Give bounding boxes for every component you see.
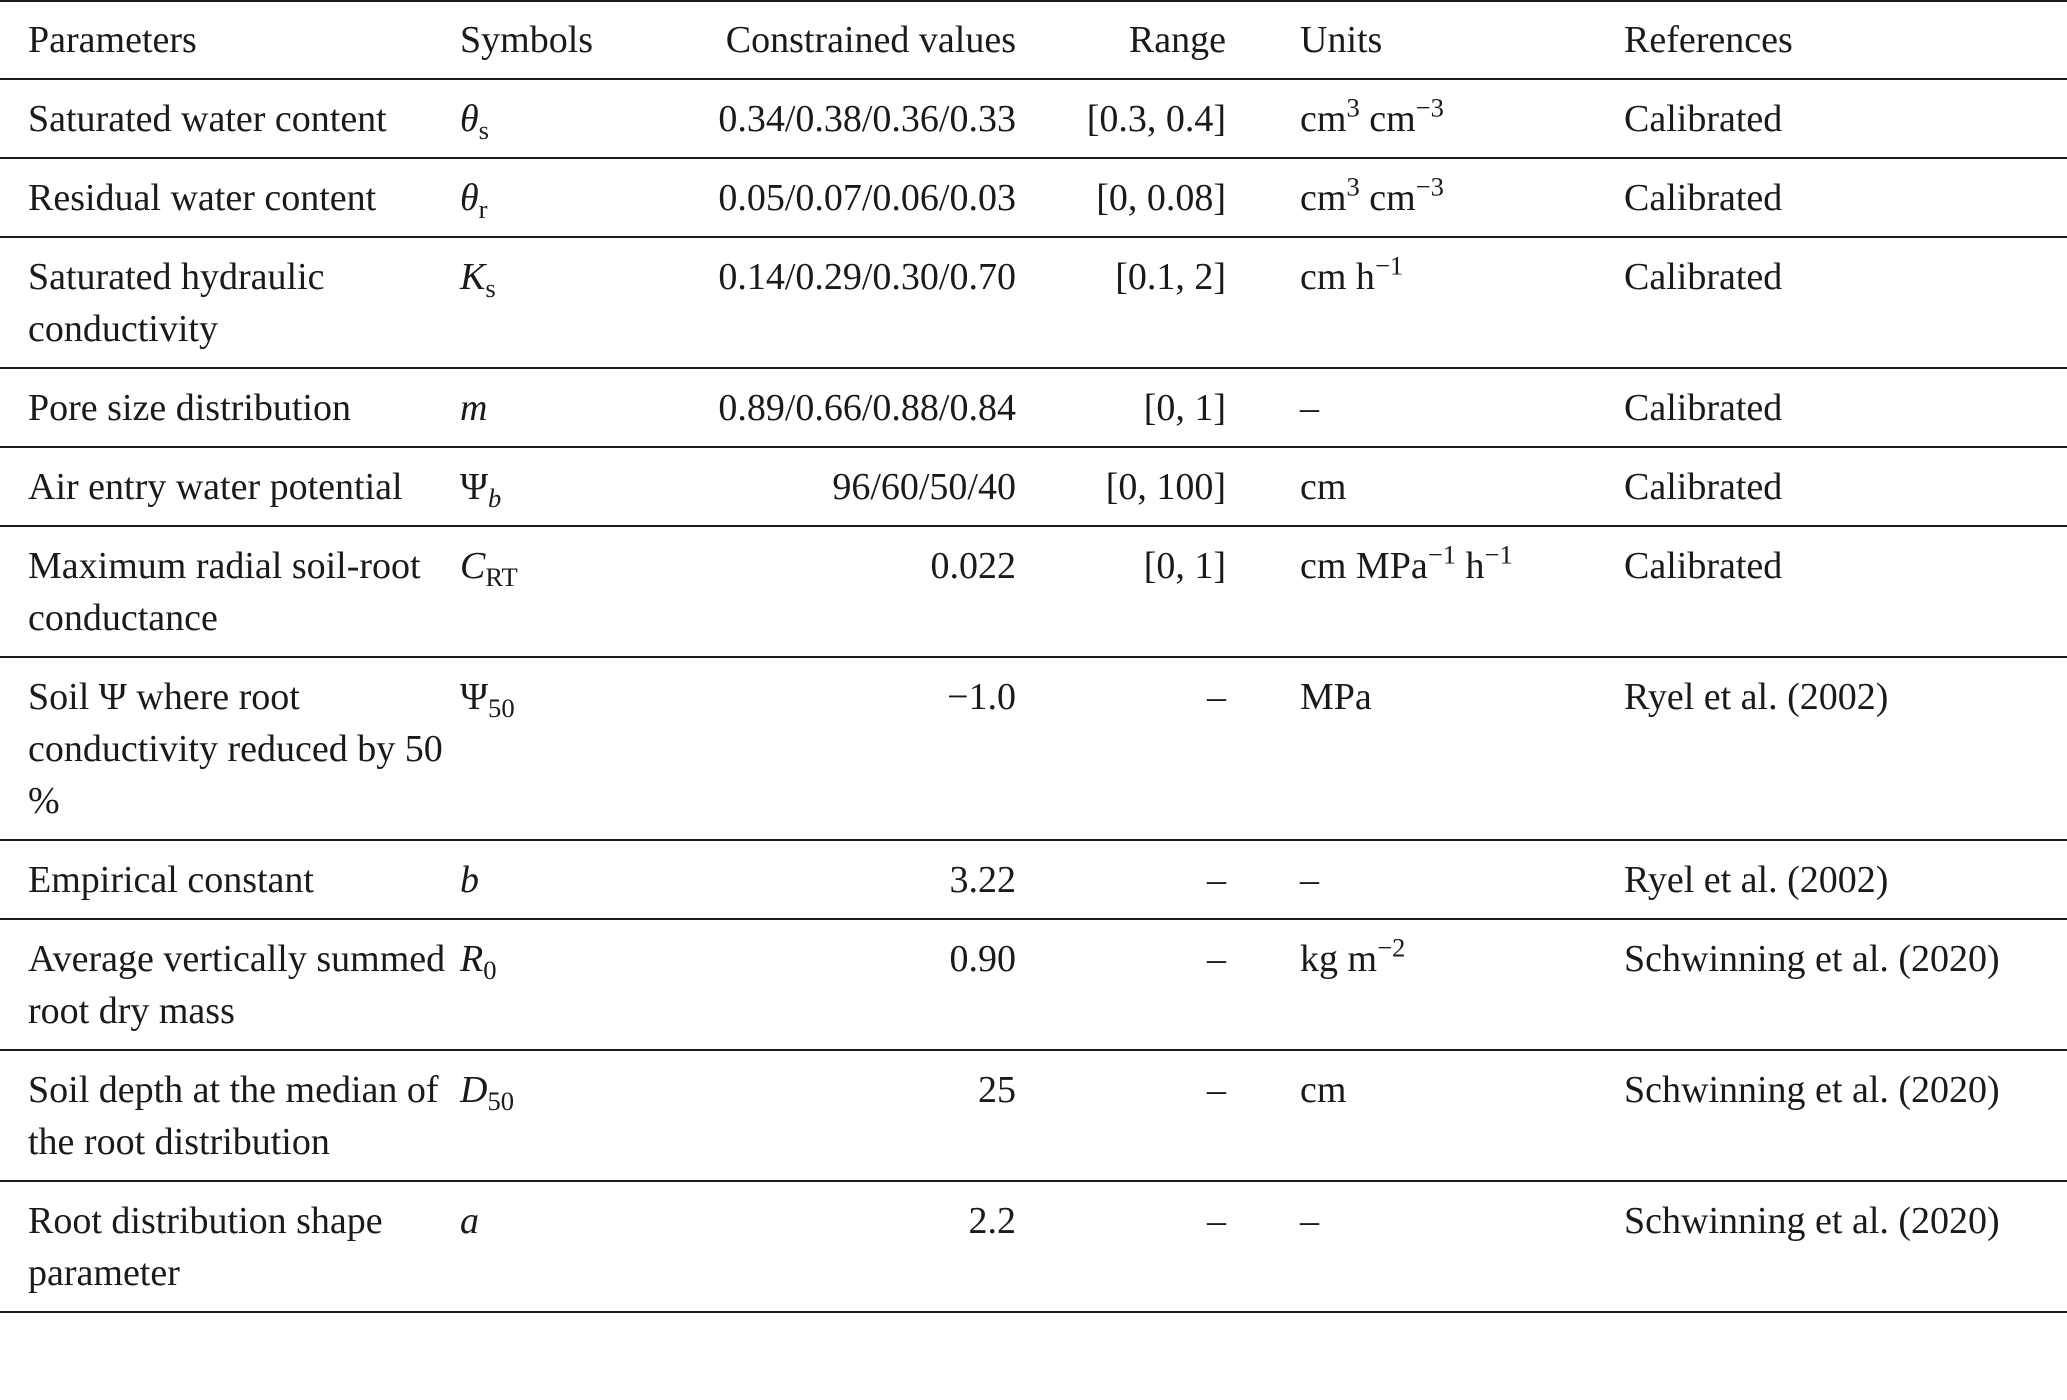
cell-constrained-value: 3.22 (628, 840, 1034, 919)
symbol-base: Ψ (460, 676, 489, 718)
unit-text: cm (1300, 1069, 1347, 1111)
cell-reference: Schwinning et al. (2020) (1574, 1181, 2067, 1312)
cell-constrained-value: −1.0 (628, 657, 1034, 840)
cell-reference: Calibrated (1574, 237, 2067, 368)
cell-symbol (460, 237, 628, 368)
symbol-subscript: 50 (488, 692, 515, 723)
table-row (0, 447, 2067, 526)
unit-text: h (1456, 545, 1485, 587)
cell-range: [0, 1] (1034, 368, 1244, 447)
cell-parameter: Saturated water content (0, 79, 460, 158)
unit-text: cm (1359, 177, 1416, 219)
cell-range: – (1034, 840, 1244, 919)
symbol-base: R (460, 938, 484, 980)
cell-parameter: Saturated hydraulic conductivity (0, 237, 460, 368)
table-row (0, 840, 2067, 919)
cell-constrained-value: 0.022 (628, 526, 1034, 657)
cell-reference: Schwinning et al. (2020) (1574, 1050, 2067, 1181)
cell-symbol (460, 526, 628, 657)
cell-reference: Calibrated (1574, 158, 2067, 237)
cell-constrained-value: 2.2 (628, 1181, 1034, 1312)
table-row (0, 368, 2067, 447)
table-row (0, 1181, 2067, 1312)
cell-symbol (460, 657, 628, 840)
cell-parameter: Air entry water potential (0, 447, 460, 526)
unit-exponent: −3 (1415, 92, 1444, 123)
cell-units (1244, 79, 1574, 158)
cell-units (1244, 657, 1574, 840)
unit-exponent: −3 (1415, 171, 1444, 202)
cell-reference: Calibrated (1574, 447, 2067, 526)
cell-symbol (460, 840, 628, 919)
cell-range: [0.3, 0.4] (1034, 79, 1244, 158)
cell-units (1244, 447, 1574, 526)
unit-text: cm MPa (1300, 545, 1428, 587)
cell-range: – (1034, 1050, 1244, 1181)
unit-exponent: −1 (1374, 250, 1404, 281)
unit-exponent: −1 (1484, 539, 1513, 570)
symbol-subscript: s (485, 272, 496, 303)
table-row (0, 526, 2067, 657)
symbol-base: Ψ (460, 466, 489, 508)
cell-constrained-value: 0.90 (628, 919, 1034, 1050)
cell-range: – (1034, 657, 1244, 840)
cell-parameter: Pore size distribution (0, 368, 460, 447)
cell-units (1244, 1181, 1574, 1312)
unit-text: cm (1300, 177, 1347, 219)
unit-exponent: 3 (1346, 92, 1360, 123)
cell-units (1244, 840, 1574, 919)
cell-range: [0.1, 2] (1034, 237, 1244, 368)
symbol-subscript: 50 (487, 1085, 515, 1116)
cell-units (1244, 237, 1574, 368)
cell-symbol (460, 919, 628, 1050)
symbol-subscript: b (488, 482, 502, 513)
cell-reference: Calibrated (1574, 368, 2067, 447)
cell-range: [0, 100] (1034, 447, 1244, 526)
cell-range: [0, 0.08] (1034, 158, 1244, 237)
cell-units (1244, 368, 1574, 447)
cell-parameter: Average vertically summed root dry mass (0, 919, 460, 1050)
cell-reference: Ryel et al. (2002) (1574, 657, 2067, 840)
cell-parameter: Empirical constant (0, 840, 460, 919)
unit-text: – (1300, 1200, 1319, 1242)
cell-symbol (460, 79, 628, 158)
cell-units (1244, 1050, 1574, 1181)
cell-symbol (460, 1181, 628, 1312)
cell-constrained-value: 96/60/50/40 (628, 447, 1034, 526)
cell-constrained-value: 0.14/0.29/0.30/0.70 (628, 237, 1034, 368)
symbol-base: θ (460, 98, 479, 140)
unit-text: cm (1300, 98, 1347, 140)
symbol-base: D (460, 1069, 488, 1111)
cell-reference: Calibrated (1574, 526, 2067, 657)
cell-units (1244, 158, 1574, 237)
cell-range: – (1034, 1181, 1244, 1312)
cell-symbol (460, 1050, 628, 1181)
table-row (0, 158, 2067, 237)
cell-reference: Schwinning et al. (2020) (1574, 919, 2067, 1050)
cell-range: [0, 1] (1034, 526, 1244, 657)
cell-parameter: Soil Ψ where root conductivity reduced by 50 % (0, 657, 460, 840)
header-references: References (1574, 1, 2067, 79)
table-row (0, 237, 2067, 368)
cell-parameter: Maximum radial soil-root conductance (0, 526, 460, 657)
cell-reference: Ryel et al. (2002) (1574, 840, 2067, 919)
symbol-base: K (460, 256, 486, 298)
table-row (0, 79, 2067, 158)
cell-units (1244, 919, 1574, 1050)
symbol-base: a (460, 1200, 479, 1242)
cell-parameter: Residual water content (0, 158, 460, 237)
cell-parameter: Root distribution shape parameter (0, 1181, 460, 1312)
header-parameters: Parameters (0, 1, 460, 79)
unit-exponent: −2 (1377, 932, 1406, 963)
symbol-subscript: s (478, 114, 490, 145)
symbol-base: b (460, 859, 479, 901)
unit-exponent: 3 (1346, 171, 1360, 202)
unit-text: cm (1300, 466, 1347, 508)
table-row (0, 1050, 2067, 1181)
cell-constrained-value: 0.89/0.66/0.88/0.84 (628, 368, 1034, 447)
cell-constrained-value: 0.34/0.38/0.36/0.33 (628, 79, 1034, 158)
header-constrained-values: Constrained values (628, 1, 1034, 79)
unit-text: kg m (1300, 938, 1378, 980)
cell-symbol (460, 368, 628, 447)
table-header-row (0, 1, 2067, 79)
symbol-subscript: 0 (483, 954, 497, 985)
cell-constrained-value: 25 (628, 1050, 1034, 1181)
symbol-subscript: RT (485, 561, 518, 592)
unit-text: MPa (1300, 676, 1372, 718)
unit-exponent: −1 (1427, 539, 1457, 570)
table-body (0, 79, 2067, 1312)
cell-symbol (460, 158, 628, 237)
table-row (0, 919, 2067, 1050)
cell-units (1244, 526, 1574, 657)
table-row (0, 657, 2067, 840)
unit-text: – (1300, 387, 1319, 429)
cell-range: – (1034, 919, 1244, 1050)
cell-parameter: Soil depth at the median of the root distribution (0, 1050, 460, 1181)
symbol-base: m (460, 387, 488, 429)
unit-text: cm (1359, 98, 1416, 140)
header-symbols: Symbols (460, 1, 628, 79)
header-range: Range (1034, 1, 1244, 79)
unit-text: – (1300, 859, 1319, 901)
cell-constrained-value: 0.05/0.07/0.06/0.03 (628, 158, 1034, 237)
symbol-base: θ (460, 177, 479, 219)
header-units: Units (1244, 1, 1574, 79)
cell-reference: Calibrated (1574, 79, 2067, 158)
cell-symbol (460, 447, 628, 526)
symbol-base: C (460, 545, 486, 587)
symbol-subscript: r (478, 193, 488, 224)
unit-text: cm h (1300, 256, 1375, 298)
